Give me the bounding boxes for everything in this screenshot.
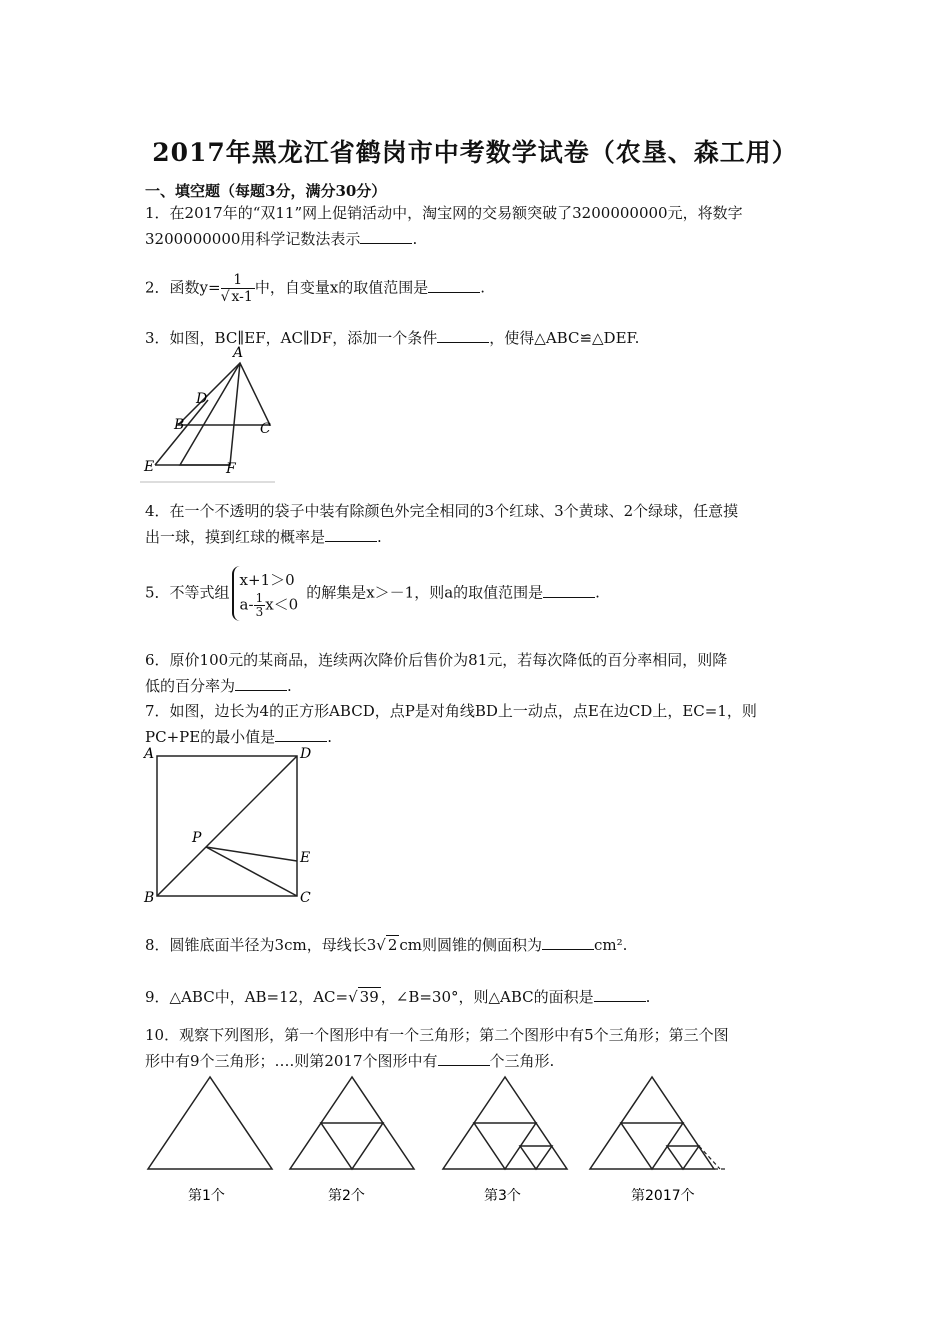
q1-line2-text: 3200000000用科学记数法表示 [145,230,361,248]
q7-diagonal-bd [157,756,297,896]
question-5 [145,566,810,621]
q2-radicand: x-1 [231,289,253,305]
q10-fig2 [290,1077,414,1169]
q5-answer-blank [543,583,595,598]
q6-line1: 6．原价100元的某商品，连续两次降价后售价为81元，若每次降低的百分率相同，则降 [145,651,728,669]
q10-caption-2: 第2个 [328,1188,365,1204]
q7-end: . [327,728,332,746]
q10-fig2017 [590,1077,725,1169]
q4-answer-blank [325,527,377,542]
q5-fraction [254,592,266,619]
q6-line2-text: 低的百分率为 [145,677,236,695]
q10-caption-3: 第3个 [484,1188,521,1204]
q6-line2 [145,673,810,699]
q7-label-e: E [300,850,311,866]
q5-frac-den: 3 [255,605,264,619]
q6-end: . [287,677,292,695]
q5-ineq2-b: x＜0 [265,595,299,614]
q8-post: cm则圆锥的侧面积为 [399,936,543,954]
question-1 [145,200,810,252]
q5-ineq2 [240,592,299,619]
q10-fig1-triangle [148,1077,272,1169]
q5-frac-num: 1 [255,591,264,605]
q2-answer-blank [428,278,480,293]
question-7 [145,698,810,750]
q9-radicand: 39 [359,988,379,1006]
q2-post: 中，自变量x的取值范围是 [254,278,429,297]
q10-line1: 10．观察下列图形，第一个图形中有一个三角形；第二个图形中有5个三角形；第三个图 [145,1026,729,1044]
q1-end: . [412,230,418,248]
q10-post: 个三角形. [489,1052,555,1070]
q9-pre: 9．△ABC中，AB=12，AC= [145,988,349,1006]
q4-end: . [377,528,382,546]
q3-label-e: E [144,459,155,475]
q6-answer-blank [235,676,287,691]
q8-pre: 8．圆锥底面半径为3cm，母线长3 [145,936,377,954]
q9-post: ，∠B=30°，则△ABC的面积是 [380,988,594,1006]
q4-line2-text: 出一球，摸到红球的概率是 [145,528,326,546]
q7-label-b: B [144,890,155,906]
q10-fig3 [443,1077,567,1169]
question-4 [145,498,810,550]
q2-numerator: 1 [221,272,255,289]
q10-figure [140,1072,730,1212]
q1-line2 [145,226,810,252]
q7-label-c: C [300,890,311,906]
q8-radicand: 2 [387,936,398,954]
q4-line1: 4．在一个不透明的袋子中装有除颜色外完全相同的3个红球、3个黄球、2个绿球，任意摸 [145,502,739,520]
q3-label-a: A [233,345,244,361]
question-2 [145,272,810,305]
q3-label-b: B [174,417,185,433]
q7-line1: 7．如图，边长为4的正方形ABCD，点P是对角线BD上一动点，点E在边CD上，EC=1，则 [145,702,757,720]
q7-label-a: A [144,746,155,762]
q2-end: . [480,278,486,297]
q10-caption-1: 第1个 [188,1188,225,1204]
q10-answer-blank [438,1051,490,1066]
question-10 [145,1022,810,1074]
q10-line2 [145,1048,810,1074]
q3-post: ，使得△ABC≌△DEF. [489,329,640,347]
question-6 [145,647,810,699]
q8-answer-blank [542,935,594,950]
q9-end: . [645,988,651,1006]
q3-figure [140,345,280,485]
q1-line1: 1．在2017年的“双11”网上促销活动中，淘宝网的交易额突破了3200000000元，将数字 [145,204,743,222]
question-8: 8．圆锥底面半径为3cm，母线长3√ 2 cm则圆锥的侧面积为 cm². [145,936,628,954]
q9-answer-blank [594,987,646,1002]
q8-unit: cm². [594,936,628,954]
q10-line2-text: 形中有9个三角形；….则第2017个图形中有 [145,1052,438,1070]
q10-caption-2017: 第2017个 [631,1188,695,1204]
q3-label-f: F [226,461,236,477]
question-9: 9．△ABC中，AB=12，AC=√ 39 ，∠B=30°，则△ABC的面积是 . [145,988,651,1006]
q7-label-p: P [192,830,202,846]
q7-line2-text: PC+PE的最小值是 [145,728,276,746]
q5-pre: 5．不等式组 [145,583,230,602]
q7-label-d: D [300,746,312,762]
q3-pre: 3．如图，BC∥EF，AC∥DF，添加一个条件 [145,329,438,347]
q5-ineq2-a: a- [239,595,254,614]
q3-label-d: D [196,391,208,407]
q7-answer-blank [275,727,327,742]
page-title: 2017年黑龙江省鹤岗市中考数学试卷（农垦、森工用） [152,138,798,167]
section-heading: 一、填空题（每题3分，满分30分） [145,182,387,200]
q4-line2 [145,524,810,550]
q2-pre: 2．函数y= [145,278,221,297]
q7-figure [140,744,320,909]
q2-denominator: √ x-1 [220,289,253,305]
q5-post: 的解集是x＞－1，则a的取值范围是 [306,583,544,602]
q3-triangle-abc [178,363,270,425]
q2-fraction [221,272,255,305]
q1-answer-blank [360,229,412,244]
q3-answer-blank [437,328,489,343]
q5-ineq1: x+1＞0 [239,571,295,589]
q5-end: . [595,583,600,602]
q3-label-c: C [260,421,271,437]
q5-inequality-system [232,566,305,621]
